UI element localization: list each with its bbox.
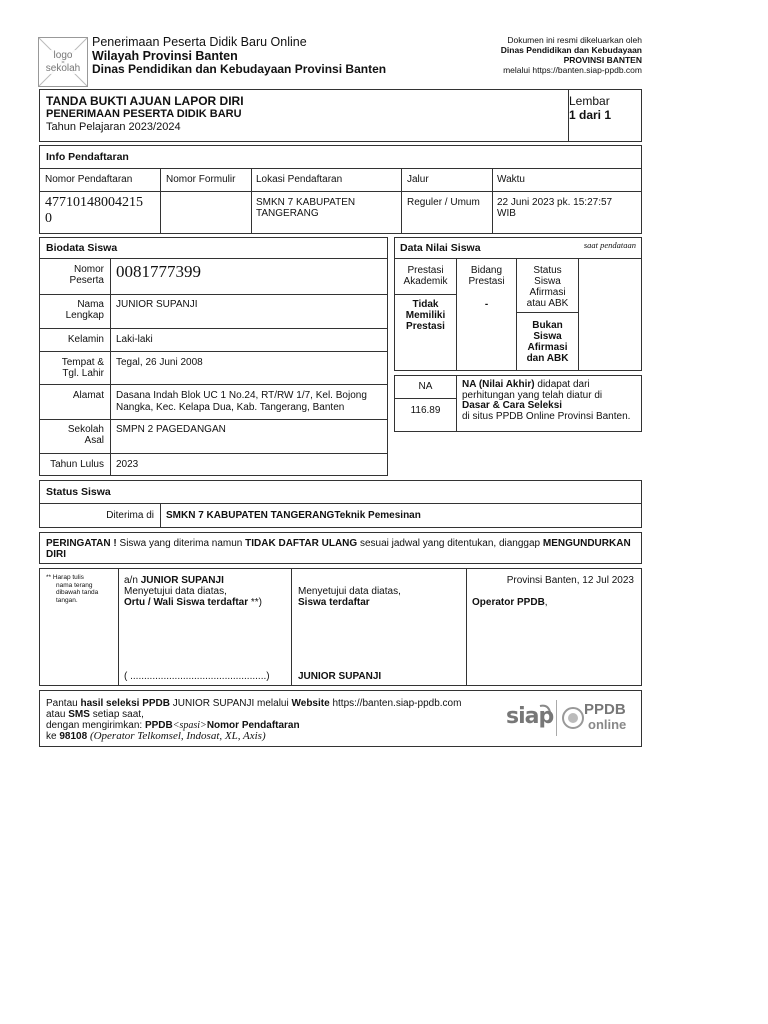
student-signature-name: JUNIOR SUPANJI — [298, 671, 382, 682]
affirmation-status-value-4: dan ABK — [526, 353, 569, 364]
col-academic-achievement — [395, 265, 456, 287]
footer-i1: <spasi> — [172, 720, 207, 731]
warning-label: PERINGATAN ! — [46, 538, 117, 549]
biodata-heading: Biodata Siswa — [46, 242, 118, 254]
warning-bold-1: TIDAK DAFTAR ULANG — [245, 538, 358, 549]
footer-t2: JUNIOR SUPANJI melalui — [169, 698, 292, 709]
accepted-value: SMKN 7 KABUPATEN TANGERANGTeknik Pemesinan — [166, 510, 421, 521]
student-signature-block — [298, 586, 401, 608]
sheet-value: 1 dari 1 — [569, 108, 612, 122]
label-full-name-1: Nama — [77, 299, 104, 310]
label-origin-school-1: Sekolah — [67, 424, 104, 435]
address-value — [116, 390, 367, 414]
final-score-desc-3: Dasar & Cara Seleksi — [462, 400, 563, 411]
parent-role: Ortu / Wali Siswa terdaftar — [124, 597, 249, 608]
time-line-1: 22 Juni 2023 pk. 15:27:57 — [497, 197, 613, 208]
final-score-value: 116.89 — [410, 405, 441, 416]
label-full-name — [40, 299, 104, 321]
label-address: Alamat — [72, 390, 104, 401]
parent-an-name: JUNIOR SUPANJI — [140, 575, 224, 586]
origin-school-value: SMPN 2 PAGEDANGAN — [116, 424, 226, 435]
location-line-1: SMKN 7 KABUPATEN — [256, 197, 356, 208]
label-graduation-year: Tahun Lulus — [50, 459, 104, 470]
label-birth — [40, 357, 104, 379]
affirmation-status-value — [517, 320, 578, 364]
col-academic-achievement-1: Prestasi — [407, 265, 444, 276]
affirmation-status-value-2: Siswa — [533, 331, 562, 342]
signature-note-1: ** Harap tulis — [46, 574, 84, 581]
header-issuer-province: PROVINSI BANTEN — [563, 55, 642, 65]
label-participant-number — [40, 264, 104, 286]
school-logo-placeholder — [38, 37, 88, 87]
final-score-desc-1: didapat dari — [534, 379, 590, 390]
location-line-2: TANGERANG — [256, 208, 319, 219]
ppdb-logo-text: PPDB — [584, 701, 626, 718]
achievement-field-value: - — [484, 299, 489, 310]
header-title-2: Wilayah Provinsi Banten — [92, 49, 238, 63]
header-title-3: Dinas Pendidikan dan Kebudayaan Provinsi Banten — [92, 62, 387, 76]
parent-name-blank: ( .................................................) — [124, 671, 270, 682]
label-participant-number-2: Peserta — [69, 275, 104, 286]
final-score-desc-2: perhitungan yang telah diatur di — [462, 389, 603, 401]
final-score-desc-bold: NA (Nilai Akhir) — [462, 379, 535, 390]
footer-b1: hasil seleksi PPDB — [80, 698, 170, 709]
col-affirmation-status-2: Siswa — [534, 276, 561, 287]
header-title-1: Penerimaan Peserta Didik Baru Online — [92, 35, 307, 49]
footer-t5: setiap saat, — [89, 709, 144, 720]
col-achievement-field-1: Bidang — [470, 265, 503, 276]
warning-text-2: sesuai jadwal yang ditentukan, dianggap — [357, 538, 543, 549]
operator-line — [472, 597, 548, 608]
footer-t4: atau — [46, 709, 69, 720]
signature-note-2: nama terang — [56, 581, 93, 589]
label-participant-number-1: Nomor — [73, 264, 104, 275]
footer-t3: https://banten.siap-ppdb.com — [329, 698, 462, 709]
operator-label: Operator PPDB — [472, 597, 545, 608]
col-affirmation-status-4: atau ABK — [526, 298, 569, 309]
logo-text-1: logo — [39, 50, 87, 61]
registration-number-line-2: 0 — [45, 211, 52, 226]
full-name-value: JUNIOR SUPANJI — [116, 299, 198, 310]
registration-number-value — [45, 195, 143, 227]
siap-logo-text: siap — [506, 704, 554, 729]
final-score-label: NA — [418, 381, 433, 392]
footer-t7: ke — [46, 731, 60, 742]
scores-note: saat pendataan — [583, 240, 636, 250]
label-gender: Kelamin — [67, 334, 104, 345]
footer-b5: Nomor Pendaftaran — [206, 720, 300, 731]
footer-t6: dengan mengirimkan: — [46, 720, 145, 731]
accepted-label: Diterima di — [106, 510, 154, 521]
address-line-2: Nangka, Kec. Kelapa Dua, Kab. Tangerang, Banten — [116, 402, 345, 413]
label-birth-2: Tgl. Lahir — [62, 368, 104, 379]
scores-heading: Data Nilai Siswa — [400, 242, 481, 254]
footer-line-1 — [46, 698, 496, 709]
footer-i2: (Operator Telkomsel, Indosat, XL, Axis) — [89, 730, 266, 742]
student-approval-text: Menyetujui data diatas, — [298, 586, 401, 597]
parent-an-prefix: a/n — [124, 575, 141, 586]
col-affirmation-status — [517, 265, 578, 309]
col-achievement-field — [457, 265, 516, 287]
affirmation-status-value-1: Bukan — [532, 320, 563, 331]
warning-bold-2: MENGUNDURKAN — [542, 538, 631, 549]
ppdb-emblem-icon — [562, 703, 584, 733]
col-affirmation-status-1: Status — [533, 265, 562, 276]
academic-achievement-value-3: Prestasi — [406, 321, 445, 332]
operator-suffix: , — [544, 597, 548, 608]
signature-note-4: tangan. — [56, 596, 78, 604]
col-time: Waktu — [497, 174, 525, 185]
label-full-name-2: Lengkap — [65, 310, 104, 321]
online-logo-text: online — [588, 717, 627, 732]
registration-heading: Info Pendaftaran — [46, 151, 129, 163]
col-form-number: Nomor Formulir — [166, 174, 236, 185]
parent-role-suffix: **) — [248, 597, 263, 608]
student-role: Siswa terdaftar — [298, 597, 370, 608]
time-line-2: WIB — [497, 208, 516, 219]
status-heading: Status Siswa — [46, 486, 111, 498]
col-registration-number: Nomor Pendaftaran — [45, 174, 133, 185]
graduation-year-value: 2023 — [116, 459, 139, 470]
receipt-year: Tahun Pelajaran 2023/2024 — [46, 121, 181, 133]
location-value — [256, 197, 355, 219]
header-issuer-dept: Dinas Pendidikan dan Kebudayaan — [500, 45, 642, 55]
ppdb-online-logo — [562, 699, 632, 739]
label-origin-school-2: Asal — [84, 435, 104, 446]
footer-b3: SMS — [68, 709, 90, 720]
parent-role-line — [124, 597, 262, 608]
logo-text-2: sekolah — [39, 63, 87, 74]
sheet-label: Lembar — [569, 94, 610, 108]
parent-signature-block — [124, 575, 262, 608]
address-line-1: Dasana Indah Blok UC 1 No.24, RT/RW 1/7, Kel. Bojong — [116, 390, 367, 401]
signature-note-3: dibawah tanda — [56, 589, 99, 596]
label-origin-school — [40, 424, 104, 446]
footer-line-2 — [46, 709, 496, 720]
final-score-desc-line-1 — [462, 380, 640, 391]
affirmation-status-value-3: Afirmasi — [527, 342, 568, 353]
warning-bold-3: DIRI — [46, 549, 66, 560]
signature-note — [46, 574, 98, 604]
col-achievement-field-2: Prestasi — [468, 276, 505, 287]
time-value — [497, 197, 612, 219]
col-path: Jalur — [407, 174, 429, 185]
participant-number-value: 0081777399 — [116, 262, 201, 281]
footer-b2: Website — [291, 698, 330, 709]
col-affirmation-status-3: Afirmasi — [529, 287, 566, 298]
warning-text — [46, 538, 636, 560]
header-issuer-url: melalui https://banten.siap-ppdb.com — [503, 65, 642, 75]
academic-achievement-value-2: Memiliki — [405, 310, 446, 321]
logo-cross-icon — [39, 38, 87, 86]
footer-t1: Pantau — [46, 698, 81, 709]
footer-b4: PPDB — [144, 720, 173, 731]
parent-approval-text: Menyetujui data diatas, — [124, 586, 227, 597]
label-birth-1: Tempat & — [61, 357, 104, 368]
path-value: Reguler / Umum — [407, 197, 480, 208]
warning-text-1: Siswa yang diterima namun — [116, 538, 246, 549]
parent-an-line — [124, 575, 262, 586]
receipt-subtitle: PENERIMAAN PESERTA DIDIK BARU — [46, 108, 242, 120]
receipt-title: TANDA BUKTI AJUAN LAPOR DIRI — [46, 94, 244, 108]
gender-value: Laki-laki — [116, 334, 153, 345]
academic-achievement-value-1: Tidak — [412, 299, 439, 310]
final-score-description — [462, 380, 640, 422]
registration-number-line-1: 47710148004215 — [45, 195, 143, 210]
col-academic-achievement-2: Akademik — [403, 276, 448, 287]
footer-b6: 98108 — [59, 731, 88, 742]
birth-value: Tegal, 26 Juni 2008 — [116, 357, 203, 368]
academic-achievement-value — [395, 299, 456, 332]
footer-text — [46, 698, 496, 742]
col-location: Lokasi Pendaftaran — [256, 174, 343, 185]
final-score-desc-4: di situs PPDB Online Provinsi Banten. — [462, 410, 631, 422]
footer-line-4 — [46, 731, 496, 742]
signature-place-date: Provinsi Banten, 12 Jul 2023 — [506, 575, 634, 586]
header-issued-by: Dokumen ini resmi dikeluarkan oleh — [507, 35, 642, 45]
siap-logo — [504, 698, 552, 738]
